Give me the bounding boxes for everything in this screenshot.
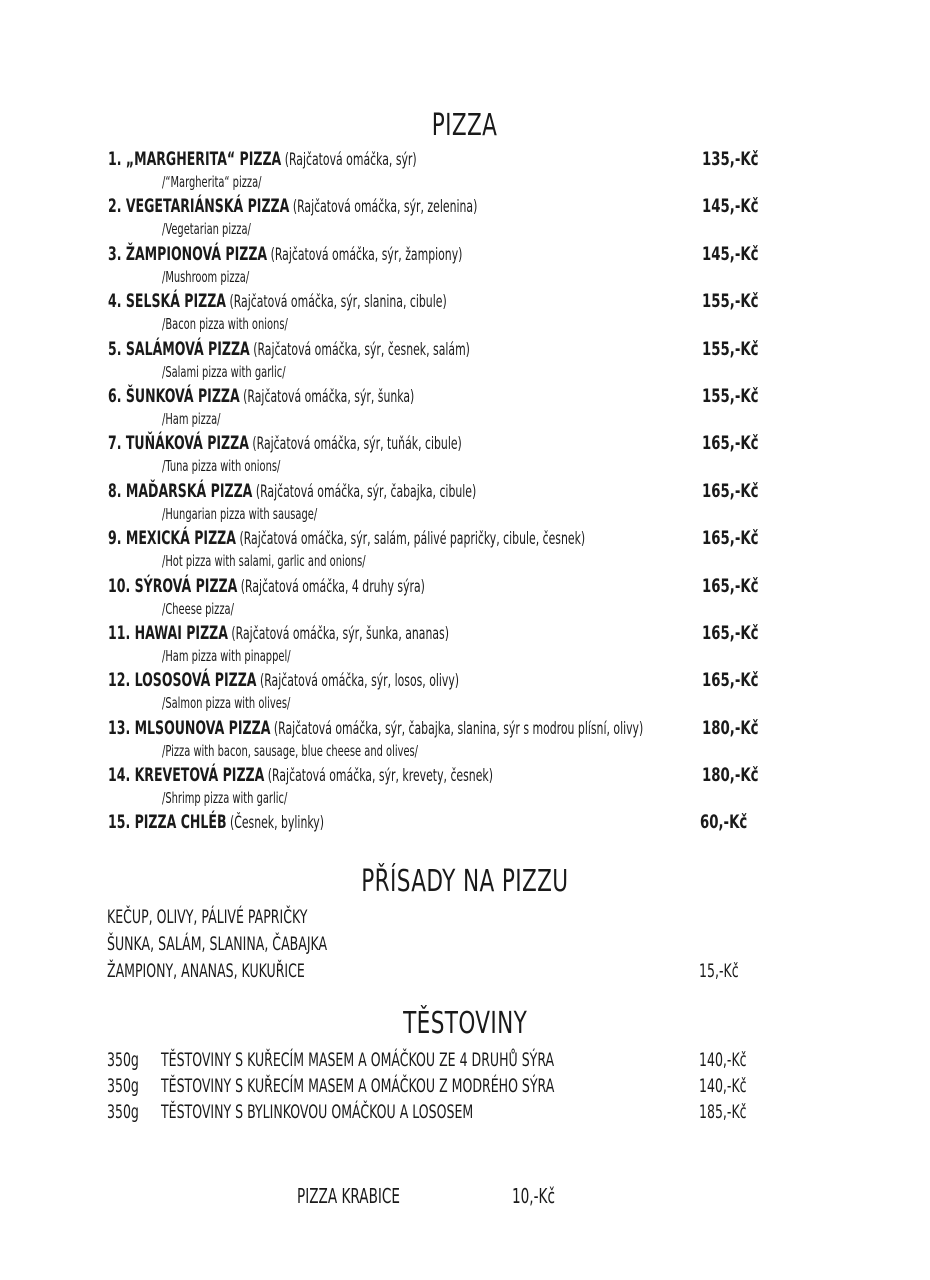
pizza-item-9	[108, 525, 808, 572]
pizza-item-10	[108, 573, 808, 620]
pizza-english-name: /Ham pizza/	[162, 409, 221, 428]
pizza-item-15	[108, 809, 808, 856]
pizza-price: 165,-Kč	[702, 527, 759, 550]
pasta-item	[107, 1073, 807, 1099]
pasta-item	[107, 1047, 807, 1073]
pizza-name: 15. PIZZA CHLÉB	[108, 811, 227, 834]
topping-line: KEČUP, OLIVY, PÁLIVÉ PAPRIČKY	[107, 906, 308, 928]
pizza-price: 165,-Kč	[702, 479, 759, 502]
pizza-name: 5. SALÁMOVÁ PIZZA	[108, 337, 250, 360]
pizza-name: 11. HAWAI PIZZA	[108, 621, 228, 644]
pizza-ingredients: (Rajčatová omáčka, sýr, krevety, česnek)	[264, 766, 493, 786]
pizza-price: 60,-Kč	[700, 811, 748, 834]
pizza-price: 155,-Kč	[702, 337, 759, 360]
pizza-english-name: /Hungarian pizza with sausage/	[162, 504, 318, 523]
pizza-english-name: /Ham pizza with pinappel/	[162, 646, 291, 665]
pizza-ingredients: (Rajčatová omáčka, sýr, šunka, ananas)	[227, 623, 449, 643]
pasta-section-title: TĚSTOVINY	[402, 1006, 528, 1041]
pizza-english-name: /“Margherita“ pizza/	[162, 173, 262, 191]
pizza-item-11	[108, 620, 808, 667]
pizza-item-2	[108, 193, 808, 240]
pizza-item-7	[108, 430, 808, 477]
pizza-name: 10. SÝROVÁ PIZZA	[108, 574, 238, 597]
pizza-name: 4. SELSKÁ PIZZA	[108, 290, 227, 313]
pizza-name: 1. „MARGHERITA“ PIZZA	[108, 148, 282, 170]
pizza-price: 155,-Kč	[702, 290, 759, 313]
pizza-name: 6. ŠUNKOVÁ PIZZA	[108, 384, 240, 407]
pizza-price: 165,-Kč	[702, 669, 759, 692]
pizza-english-name: /Salmon pizza with olives/	[162, 694, 291, 713]
pizza-name: 2. VEGETARIÁNSKÁ PIZZA	[108, 195, 290, 218]
pizza-item-4	[108, 288, 808, 335]
pizza-name: 3. ŽAMPIONOVÁ PIZZA	[108, 242, 268, 265]
pizza-box-price: 10,-Kč	[512, 1184, 555, 1208]
pizza-english-name: /Pizza with bacon, sausage, blue cheese and olives/	[162, 741, 419, 760]
pasta-price: 140,-Kč	[699, 1049, 747, 1071]
pizza-ingredients: (Rajčatová omáčka, sýr, zelenina)	[289, 197, 478, 217]
pizza-price: 165,-Kč	[702, 574, 759, 597]
pizza-english-name: /Hot pizza with salami, garlic and onions/	[162, 552, 366, 571]
pizza-ingredients: (Rajčatová omáčka, sýr, čabajka, slanina, sýr s modrou plísní, olivy)	[270, 718, 644, 738]
pizza-item-8	[108, 478, 808, 525]
pizza-english-name: /Salami pizza with garlic/	[162, 362, 286, 381]
pizza-english-name: /Bacon pizza with onions/	[162, 315, 288, 334]
topping-line: ŠUNKA, SALÁM, SLANINA, ČABAJKA	[107, 933, 328, 955]
pasta-price: 185,-Kč	[699, 1101, 747, 1123]
pizza-english-name: /Cheese pizza/	[162, 599, 234, 618]
pizza-name: 12. LOSOSOVÁ PIZZA	[108, 669, 257, 692]
pizza-name: 14. KREVETOVÁ PIZZA	[108, 764, 265, 787]
pizza-ingredients: (Rajčatová omáčka, sýr, salám, pálivé papričky, cibule, česnek)	[235, 529, 586, 549]
pizza-box-label: PIZZA KRABICE	[297, 1184, 401, 1208]
pizza-ingredients: (Rajčatová omáčka, sýr, šunka)	[239, 386, 415, 406]
pasta-name: TĚSTOVINY S KUŘECÍM MASEM A OMÁČKOU Z MODRÉHO SÝRA	[161, 1075, 555, 1097]
pizza-name: 13. MLSOUNOVA PIZZA	[108, 716, 271, 739]
pizza-english-name: /Mushroom pizza/	[162, 267, 250, 286]
pasta-weight: 350g	[107, 1101, 139, 1123]
pizza-name: 7. TUŇÁKOVÁ PIZZA	[108, 432, 249, 455]
pizza-ingredients: (Rajčatová omáčka, sýr, tuňák, cibule)	[248, 434, 462, 454]
pizza-ingredients: (Rajčatová omáčka, 4 druhy sýra)	[237, 576, 425, 596]
pizza-price: 145,-Kč	[702, 195, 759, 218]
pasta-weight: 350g	[107, 1049, 139, 1071]
pasta-price: 140,-Kč	[699, 1075, 747, 1097]
toppings-list	[107, 904, 807, 985]
pizza-item-3	[108, 241, 808, 288]
pizza-ingredients: (Rajčatová omáčka, sýr, losos, olivy)	[256, 671, 460, 691]
pizza-english-name: /Tuna pizza with onions/	[162, 457, 281, 476]
pizza-price: 135,-Kč	[702, 148, 759, 170]
pizza-price: 165,-Kč	[702, 621, 759, 644]
pizza-ingredients: (Rajčatová omáčka, sýr, čabajka, cibule)	[252, 481, 477, 501]
pizza-price: 155,-Kč	[702, 384, 759, 407]
pizza-item-12	[108, 667, 808, 714]
pizza-item-14	[108, 762, 808, 809]
pasta-name: TĚSTOVINY S BYLINKOVOU OMÁČKOU A LOSOSEM	[161, 1101, 474, 1123]
pizza-section-title: PIZZA	[432, 108, 498, 143]
pizza-price: 145,-Kč	[702, 242, 759, 265]
pizza-ingredients: (Rajčatová omáčka, sýr, česnek, salám)	[249, 339, 470, 359]
pizza-ingredients: (Rajčatová omáčka, sýr, slanina, cibule)	[226, 292, 447, 312]
pizza-name: 9. MEXICKÁ PIZZA	[108, 527, 236, 550]
pizza-english-name: /Vegetarian pizza/	[162, 220, 251, 239]
pizza-item-1	[108, 146, 808, 193]
pizza-ingredients: (Česnek, bylinky)	[226, 813, 324, 833]
pizza-price: 180,-Kč	[702, 764, 759, 787]
topping-price: 15,-Kč	[699, 960, 739, 982]
pizza-menu-list	[108, 146, 808, 857]
pizza-english-name: /Shrimp pizza with garlic/	[162, 789, 288, 808]
pizza-item-6	[108, 383, 808, 430]
toppings-section-title: PŘÍSADY NA PIZZU	[361, 864, 569, 899]
pasta-item	[107, 1099, 807, 1125]
pasta-name: TĚSTOVINY S KUŘECÍM MASEM A OMÁČKOU ZE 4 DRUHŮ SÝRA	[161, 1049, 555, 1071]
pizza-item-13	[108, 715, 808, 762]
pizza-ingredients: (Rajčatová omáčka, sýr)	[281, 150, 417, 169]
pizza-item-5	[108, 336, 808, 383]
pasta-weight: 350g	[107, 1075, 139, 1097]
topping-line: ŽAMPIONY, ANANAS, KUKUŘICE	[107, 960, 305, 982]
pizza-price: 180,-Kč	[702, 716, 759, 739]
pasta-list	[107, 1047, 807, 1125]
pizza-ingredients: (Rajčatová omáčka, sýr, žampiony)	[267, 244, 463, 264]
pizza-price: 165,-Kč	[702, 432, 759, 455]
pizza-name: 8. MAĎARSKÁ PIZZA	[108, 479, 253, 502]
